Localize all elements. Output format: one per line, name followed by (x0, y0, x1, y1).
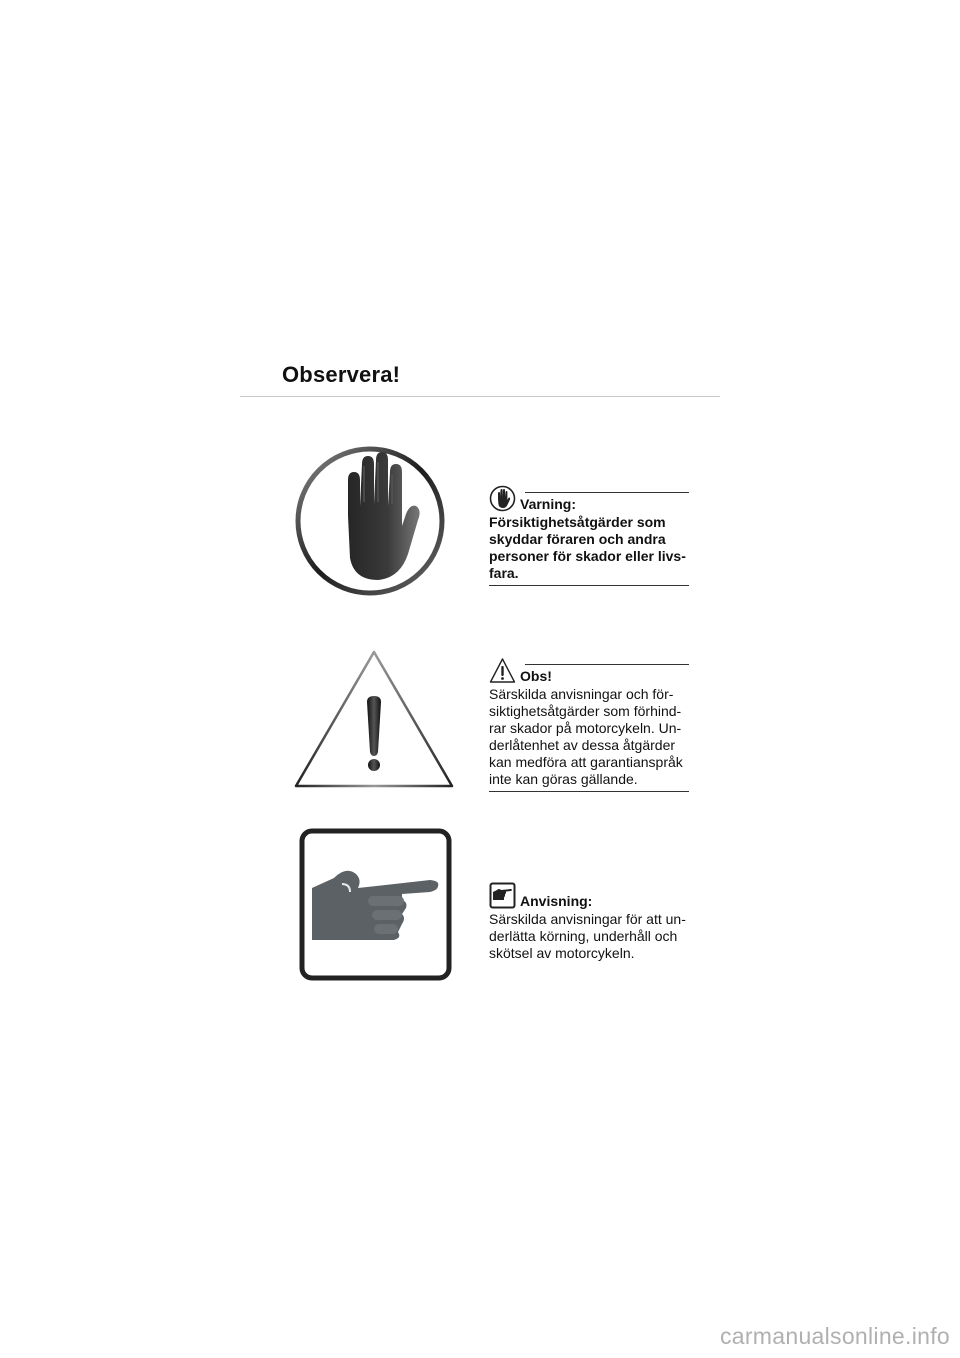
pointing-hand-icon (298, 828, 453, 981)
pointing-hand-icon (489, 882, 516, 909)
instruction-notice (489, 890, 689, 962)
stop-hand-icon (489, 485, 516, 512)
caution-notice (489, 664, 689, 792)
notice-text: Särskilda anvisningar och för-siktighetsåtgärder som förhind-rar skador på motorcykeln. Un-derlåtenhet av dessa åtgärder kan medföra att garantianspråk inte kan göras gällande. (489, 686, 683, 787)
notice-label: Anvisning: (520, 893, 593, 909)
watermark: carmanualsonline.info (719, 1323, 950, 1349)
notice-label: Varning: (520, 496, 577, 512)
stop-hand-icon (294, 442, 446, 600)
warning-triangle-icon (292, 648, 456, 790)
notice-bottom-rule (489, 791, 689, 792)
warning-triangle-icon (489, 657, 516, 684)
notice-text: Särskilda anvisningar för att un-derlätta körning, underhåll och skötsel av motorcykeln. (489, 911, 686, 961)
warning-notice (489, 492, 689, 586)
notice-text: Försiktighetsåtgärder som skyddar föraren och andra personer för skador eller livs-fara. (489, 514, 686, 581)
title-divider (240, 396, 720, 397)
notice-label: Obs! (520, 668, 552, 684)
notice-bottom-rule (489, 585, 689, 586)
page-title: Observera! (282, 362, 401, 387)
